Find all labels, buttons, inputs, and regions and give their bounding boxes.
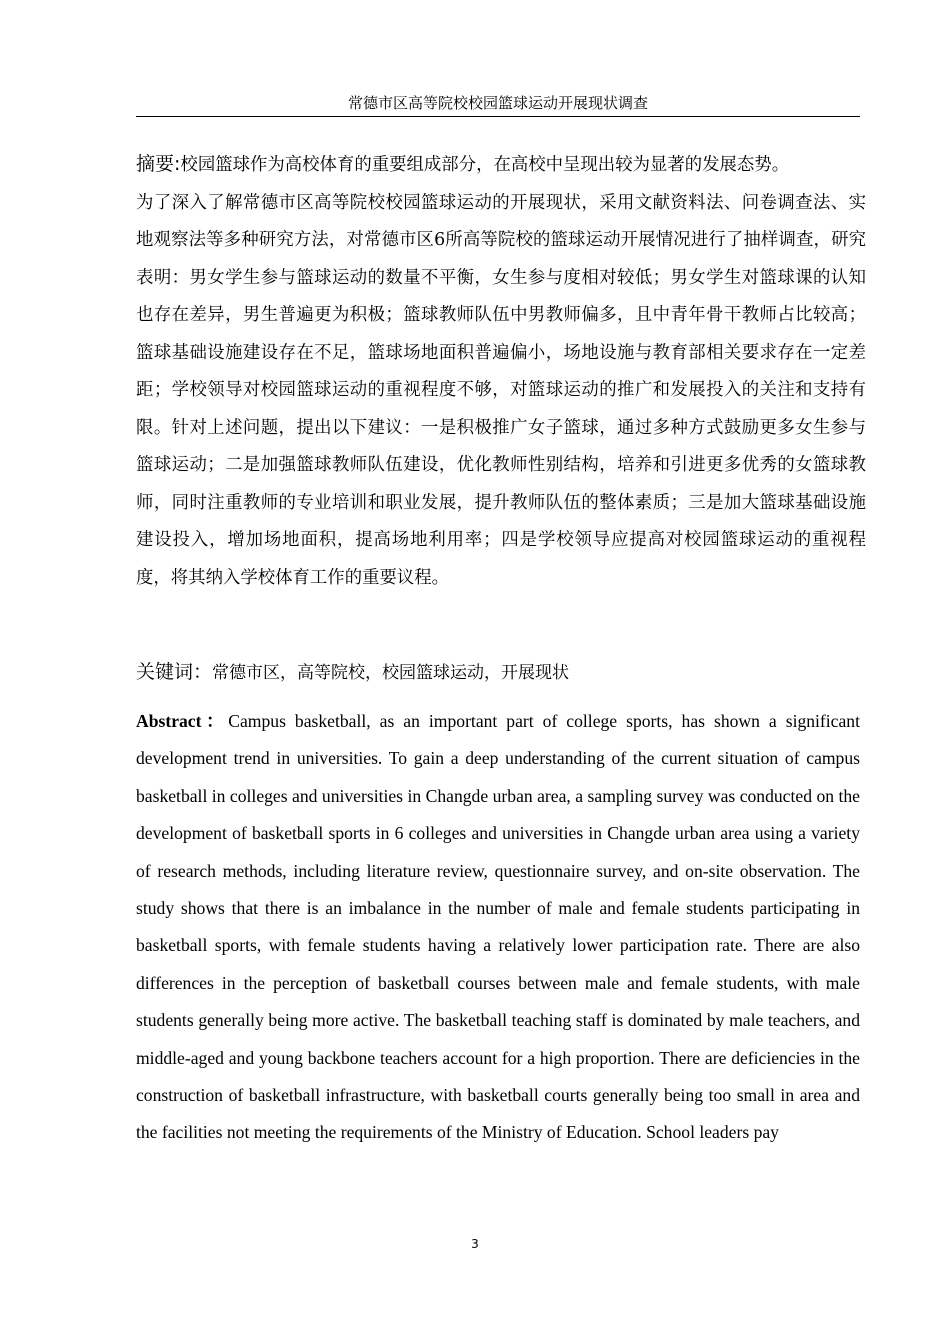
chinese-abstract-label: 摘要 [136, 153, 175, 175]
chinese-abstract-separator: : [174, 153, 181, 175]
chinese-abstract [136, 146, 866, 597]
english-abstract-label: Abstract： [136, 711, 229, 731]
running-header-title: 常德市区高等院校校园篮球运动开展现状调查 [347, 94, 648, 112]
chinese-keywords [136, 654, 860, 691]
chinese-abstract-lead: 校园篮球作为高校体育的重要组成部分，在高校中呈现出较为显著的发展态势。 [180, 155, 790, 175]
running-header [136, 92, 860, 117]
english-abstract-text: Campus basketball, as an important part of college sports, has shown a significant development trend in universities. To gain a deep understanding of the current situation of campus basketball in colleges and universities in Changde urban area, a sampling survey was conducted on the development of basketball sports in 6 colleges and universities in Changde urban area using a variety of research methods, including literature review, questionnaire survey, and on-site observation. The study shows that there is an imbalance in the number of male and female students participating in basketball sports, with female students having a relatively lower participation rate. There are also differences in the perception of basketball courses between male and female students, with male students generally being more active. The basketball teaching staff is dominated by male teachers, and middle-aged and young backbone teachers account for a high proportion. There are deficiencies in the construction of basketball infrastructure, with basketball courts generally being too small in area and the facilities not meeting the requirements of the Ministry of Education. School leaders pay [136, 711, 860, 1143]
chinese-keywords-text: 常德市区，高等院校，校园篮球运动，开展现状 [212, 663, 570, 683]
chinese-abstract-first-line [136, 146, 866, 185]
english-abstract [136, 703, 860, 1152]
page-number: 3 [471, 1237, 479, 1251]
chinese-keywords-label: 关键词： [136, 661, 213, 683]
chinese-abstract-body: 为了深入了解常德市区高等院校校园篮球运动的开展现状，采用文献资料法、问卷调查法、实地观察法等多种研究方法，对常德市区6所高等院校的篮球运动开展情况进行了抽样调查，研究表明：男女学生参与篮球运动的数量不平衡，女生参与度相对较低；男女学生对篮球课的认知也存在差异，男生普遍更为积极；篮球教师队伍中男教师偏多，且中青年骨干教师占比较高；篮球基础设施建设存在不足，篮球场地面积普遍偏小，场地设施与教育部相关要求存在一定差距；学校领导对校园篮球运动的重视程度不够，对篮球运动的推广和发展投入的关注和支持有限。针对上述问题，提出以下建议：一是积极推广女子篮球，通过多种方式鼓励更多女生参与篮球运动；二是加强篮球教师队伍建设，优化教师性别结构，培养和引进更多优秀的女篮球教师，同时注重教师的专业培训和职业发展，提升教师队伍的整体素质；三是加大篮球基础设施建设投入，增加场地面积，提高场地利用率；四是学校领导应提高对校园篮球运动的重视程度，将其纳入学校体育工作的重要议程。 [136, 192, 866, 588]
